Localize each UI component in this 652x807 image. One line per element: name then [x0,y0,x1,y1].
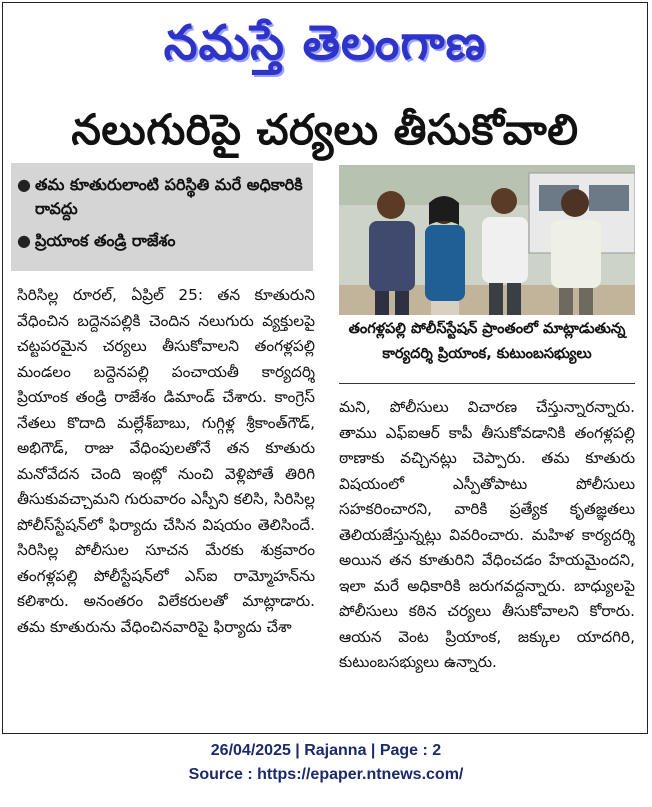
article-paragraph: సిరిసిల్ల రూరల్, ఏప్రిల్ 25: తన కూతురుని వేధించిన బద్దెనపల్లికి చెందిన నలుగురు వ్యక్తులపై చట్టపరమైన చర్యలు తీసుకోవాలని తంగళ్లపల్లి మండలం బద్దెనపల్లి పంచాయతీ కార్యదర్శి ప్రియాంక తండ్రి రాజేశం డిమాండ్ చేశారు. కాంగ్రెస్ నేతలు కొదాది మల్లేశ్‌బాబు, గుగ్గిళ్ల శ్రీకాంత్‌గౌడ్, అభిగౌడ్, రాజు వేధింపులతోనే తన కూతురు మనోవేదన చెంది ఇంట్లో నుంచి వెళ్లిపోతే తిరిగి తీసుకువచ్చామని గురువారం ఎస్పీని కలిసి, సిరిసిల్ల పోలీస్‌స్టేషన్‌లో ఫిర్యాదు చేసిన విషయం తెలిసిందే. సిరిసిల్ల పోలీసుల సూచన మేరకు శుక్రవారం తంగళ్లపల్లి పోలీస్టేషన్‌లో ఎస్ఐ రామ్మోహన్‌ను కలిశారు. అనంతరం విలేకరులతో మాట్లాడారు. తమ కూతురును వేధించినవారిపై ఫిర్యాదు చేశా [17,286,315,636]
photo-caption: తంగళ్లపల్లి పోలీస్‌స్టేషన్ ప్రాంతంలో మాట్లాడుతున్న కార్యదర్శి ప్రియాంక, కుటుంబసభ్యులు [348,321,626,362]
news-photo-illustration [339,165,635,315]
highlight-text: తమ కూతురులాంటి పరిస్థితి మరే అధికారికి రావద్దు [35,175,303,218]
footer-source-line: Source : https://epaper.ntnews.com/ [188,766,464,783]
highlight-text: ప్రియాంక తండ్రి రాజేశం [35,231,176,250]
highlight-item [17,229,307,253]
article-body-left-column [17,283,315,640]
news-photo [339,165,635,315]
highlight-item [17,173,307,221]
newspaper-clipping [2,2,648,734]
bullet-icon: ● [17,175,31,194]
footer-date-line: 26/04/2025 | Rajanna | Page : 2 [210,742,442,759]
masthead-title: నమస్తే తెలంగాణ [163,15,487,71]
bullet-icon: ● [17,231,31,250]
caption-divider [339,383,635,384]
article-paragraph: మని, పోలీసులు విచారణ చేస్తున్నారన్నారు. తాము ఎఫ్ఐఆర్ కాపీ తీసుకోవడానికి తంగళ్లపల్లి ఠాణాకు వచ్చినట్లు చెప్పారు. తమ కూతురు విషయంలో ఎస్పీతోపాటు పోలీసులు సహకరించారని, వారికి ప్రత్యేక కృతజ్ఞతలు తెలియజేస్తున్నట్లు వివరించారు. మహిళ కార్యదర్శి అయిన తన కూతురిని వేధించడం హేయమైందని, ఇలా మరే అధికారికి జరుగవద్దన్నారు. బాధ్యులపై పోలీసులు కఠిన చర్యలు తీసుకోవాలని కోరారు. ఆయన వెంట ప్రియాంక, జక్కుల యాదగిరి, కుటుంబసభ్యులు ఉన్నారు. [339,398,635,671]
article-body-right-column [339,395,635,676]
highlights-box [11,163,313,271]
article-headline: నలుగురిపై చర్యలు తీసుకోవాలి [71,105,579,154]
